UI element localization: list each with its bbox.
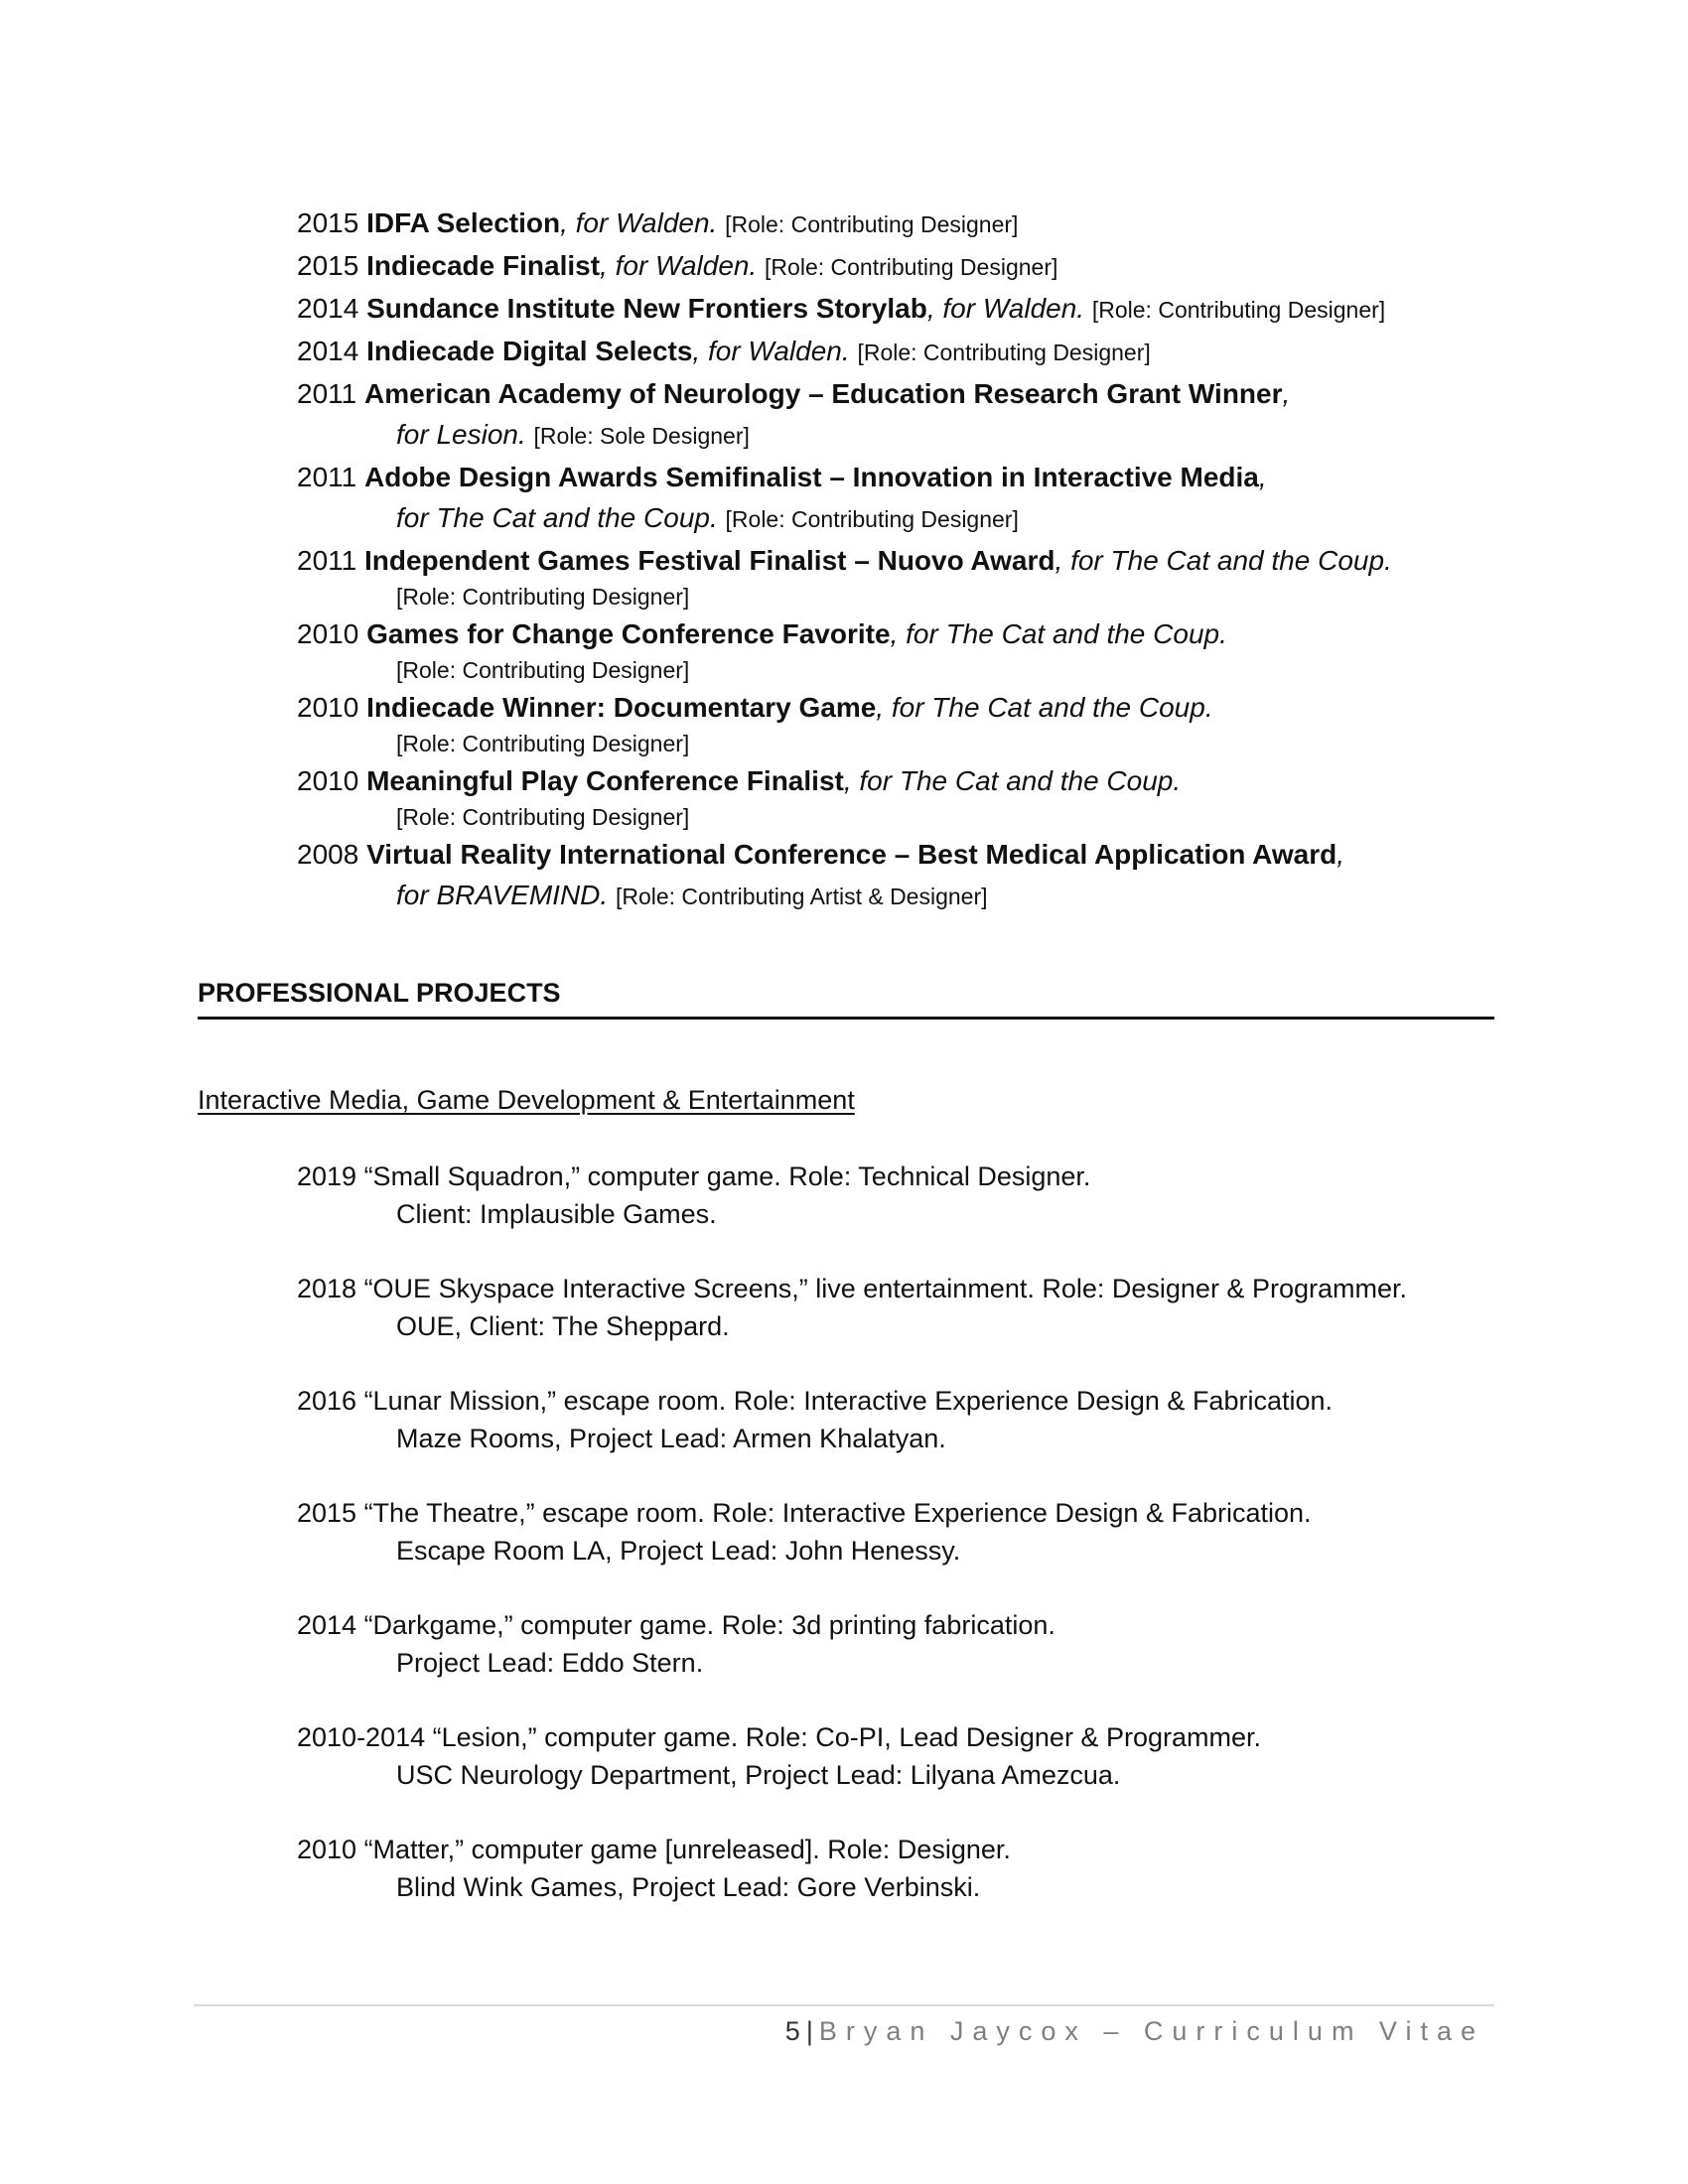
award-title: Independent Games Festival Finalist – Nuovo Award bbox=[364, 545, 1055, 576]
project-detail: OUE, Client: The Sheppard. bbox=[396, 1311, 730, 1341]
footer-divider bbox=[194, 2004, 1494, 2006]
awards-list bbox=[297, 203, 1528, 917]
footer-separator: | bbox=[805, 2016, 813, 2046]
award-role: [Role: Contributing Artist & Designer] bbox=[615, 884, 988, 909]
project-line: 2010-2014 “Lesion,” computer game. Role: Co-PI, Lead Designer & Programmer. bbox=[297, 1722, 1261, 1752]
award-for: for The Cat and the Coup. bbox=[396, 502, 718, 533]
project-detail: Blind Wink Games, Project Lead: Gore Verbinski. bbox=[396, 1872, 981, 1902]
project-item bbox=[297, 1158, 1528, 1233]
award-line bbox=[297, 288, 1528, 331]
award-role: [Role: Contributing Designer] bbox=[396, 657, 690, 683]
award-item bbox=[297, 687, 1528, 760]
award-line bbox=[297, 614, 1528, 654]
award-for: , for Walden. bbox=[926, 293, 1085, 324]
award-for: , bbox=[1282, 378, 1291, 409]
award-title: Sundance Institute New Frontiers Storylab bbox=[366, 293, 927, 324]
project-detail: Maze Rooms, Project Lead: Armen Khalatyan. bbox=[396, 1424, 946, 1453]
award-line bbox=[297, 687, 1528, 728]
award-for: , for The Cat and the Coup. bbox=[1055, 545, 1392, 576]
award-item bbox=[297, 614, 1528, 687]
project-line: 2014 “Darkgame,” computer game. Role: 3d printing fabrication. bbox=[297, 1610, 1055, 1640]
award-role: [Role: Contributing Designer] bbox=[725, 506, 1019, 532]
award-line bbox=[297, 373, 1528, 414]
award-line bbox=[297, 760, 1528, 801]
project-line: 2019 “Small Squadron,” computer game. Role: Technical Designer. bbox=[297, 1161, 1091, 1191]
project-line: 2018 “OUE Skyspace Interactive Screens,” live entertainment. Role: Designer & Programmer. bbox=[297, 1274, 1407, 1303]
award-for: , bbox=[1258, 462, 1267, 492]
award-title: Games for Change Conference Favorite bbox=[366, 618, 891, 649]
award-role: [Role: Contributing Designer] bbox=[725, 211, 1019, 237]
award-role: [Role: Sole Designer] bbox=[533, 423, 750, 449]
award-year: 2014 bbox=[297, 293, 359, 324]
award-year: 2010 bbox=[297, 765, 359, 796]
award-for: , for Walden. bbox=[560, 207, 718, 238]
award-item bbox=[297, 834, 1528, 917]
project-detail: Project Lead: Eddo Stern. bbox=[396, 1648, 704, 1678]
project-detail: Client: Implausible Games. bbox=[396, 1199, 717, 1229]
project-item bbox=[297, 1606, 1528, 1682]
award-title: IDFA Selection bbox=[366, 207, 561, 238]
award-line bbox=[297, 540, 1528, 581]
award-line bbox=[297, 834, 1528, 875]
award-year: 2015 bbox=[297, 250, 359, 281]
project-item bbox=[297, 1718, 1528, 1794]
award-for: , for Walden. bbox=[600, 250, 758, 281]
project-detail: Escape Room LA, Project Lead: John Henessy. bbox=[396, 1536, 961, 1566]
award-item bbox=[297, 331, 1528, 373]
award-for: , for The Cat and the Coup. bbox=[876, 692, 1213, 723]
subsection-heading: Interactive Media, Game Development & Entertainment bbox=[198, 1085, 855, 1115]
award-continuation bbox=[297, 581, 1528, 614]
footer-title: Bryan Jaycox – Curriculum Vitae bbox=[818, 2016, 1484, 2046]
award-year: 2014 bbox=[297, 336, 359, 366]
award-item bbox=[297, 288, 1528, 331]
award-year: 2008 bbox=[297, 839, 359, 870]
project-item bbox=[297, 1831, 1528, 1906]
project-item bbox=[297, 1382, 1528, 1457]
section-heading: PROFESSIONAL PROJECTS bbox=[198, 975, 1494, 1020]
award-year: 2011 bbox=[297, 378, 357, 409]
award-role: [Role: Contributing Designer] bbox=[396, 584, 690, 610]
award-continuation bbox=[297, 875, 1528, 917]
award-title: Virtual Reality International Conference – Best Medical Application Award bbox=[366, 839, 1337, 870]
project-line: 2015 “The Theatre,” escape room. Role: Interactive Experience Design & Fabrication. bbox=[297, 1498, 1312, 1528]
project-detail: USC Neurology Department, Project Lead: Lilyana Amezcua. bbox=[396, 1760, 1121, 1790]
award-year: 2011 bbox=[297, 545, 357, 576]
award-line bbox=[297, 331, 1528, 373]
award-continuation bbox=[297, 801, 1528, 834]
award-for: for BRAVEMIND. bbox=[396, 880, 609, 910]
award-item bbox=[297, 540, 1528, 614]
award-role: [Role: Contributing Designer] bbox=[396, 804, 690, 830]
award-line bbox=[297, 203, 1528, 245]
award-year: 2011 bbox=[297, 462, 357, 492]
award-for: for Lesion. bbox=[396, 419, 526, 450]
award-year: 2010 bbox=[297, 692, 359, 723]
award-role: [Role: Contributing Designer] bbox=[1091, 297, 1386, 323]
award-role: [Role: Contributing Designer] bbox=[396, 731, 690, 756]
award-for: , for Walden. bbox=[692, 336, 850, 366]
award-for: , bbox=[1336, 839, 1344, 870]
award-line bbox=[297, 457, 1528, 497]
award-for: , for The Cat and the Coup. bbox=[890, 618, 1227, 649]
project-item bbox=[297, 1270, 1528, 1345]
award-role: [Role: Contributing Designer] bbox=[765, 254, 1058, 280]
page-number: 5 bbox=[784, 2016, 800, 2046]
award-title: Adobe Design Awards Semifinalist – Innovation in Interactive Media bbox=[364, 462, 1259, 492]
award-title: Indiecade Winner: Documentary Game bbox=[366, 692, 877, 723]
award-for: , for The Cat and the Coup. bbox=[843, 765, 1182, 796]
award-title: American Academy of Neurology – Education Research Grant Winner bbox=[364, 378, 1283, 409]
award-continuation bbox=[297, 654, 1528, 687]
award-item bbox=[297, 760, 1528, 834]
award-item bbox=[297, 373, 1528, 457]
award-continuation bbox=[297, 497, 1528, 540]
award-role: [Role: Contributing Designer] bbox=[857, 340, 1151, 365]
award-continuation bbox=[297, 728, 1528, 760]
award-year: 2010 bbox=[297, 618, 359, 649]
page-footer bbox=[785, 2011, 1484, 2051]
award-continuation bbox=[297, 414, 1528, 457]
projects-list bbox=[297, 1158, 1528, 1943]
award-title: Indiecade Finalist bbox=[366, 250, 601, 281]
project-line: 2016 “Lunar Mission,” escape room. Role: Interactive Experience Design & Fabrication. bbox=[297, 1386, 1334, 1416]
award-title: Meaningful Play Conference Finalist bbox=[366, 765, 844, 796]
award-line bbox=[297, 245, 1528, 288]
project-item bbox=[297, 1494, 1528, 1570]
award-item bbox=[297, 203, 1528, 245]
project-line: 2010 “Matter,” computer game [unreleased]. Role: Designer. bbox=[297, 1835, 1011, 1864]
award-item bbox=[297, 245, 1528, 288]
award-year: 2015 bbox=[297, 207, 359, 238]
award-item bbox=[297, 457, 1528, 540]
award-title: Indiecade Digital Selects bbox=[366, 336, 693, 366]
